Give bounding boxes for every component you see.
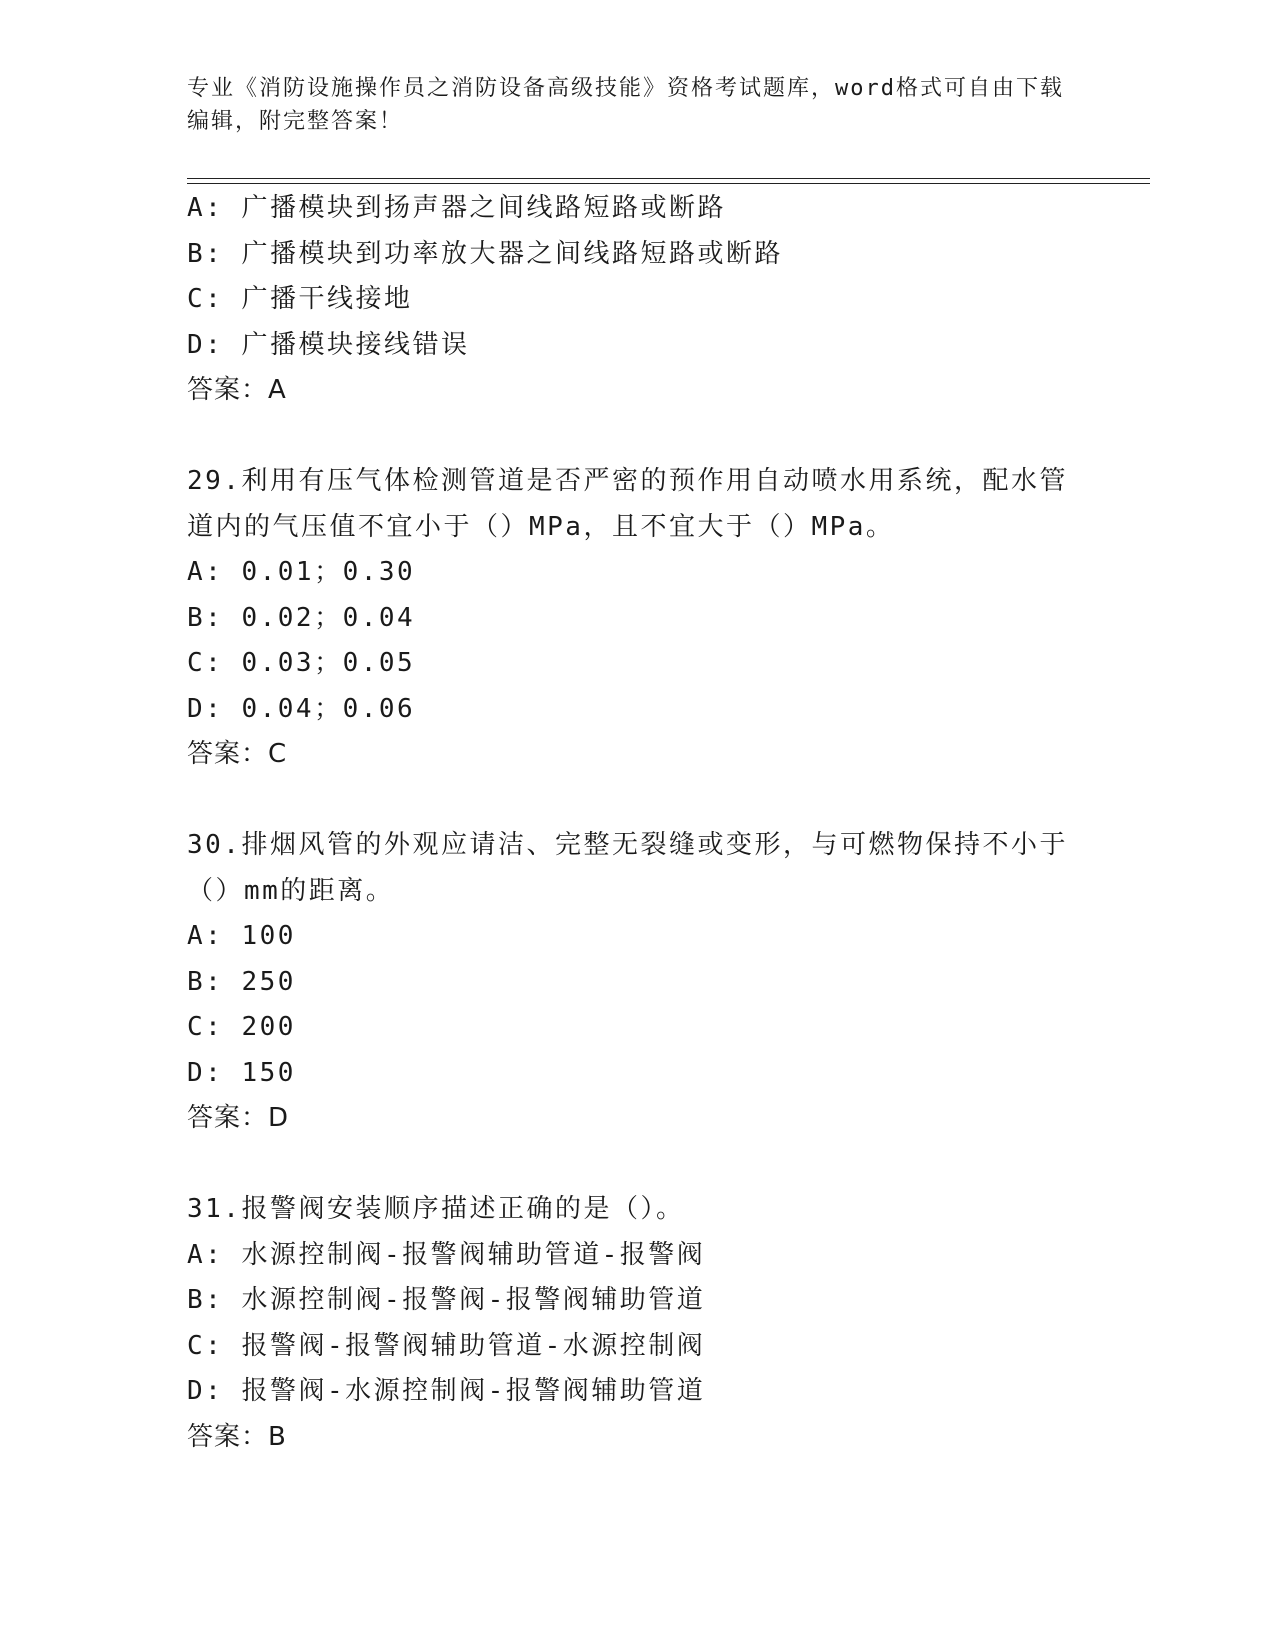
option-d: D: 广播模块接线错误 xyxy=(187,329,470,360)
question-29 xyxy=(187,459,1087,778)
document-header: 专业《消防设施操作员之消防设备高级技能》资格考试题库，word格式可自由下载编辑，附完整答案！ xyxy=(187,76,1064,134)
option-b: B: 广播模块到功率放大器之间线路短路或断路 xyxy=(187,238,783,269)
question-list xyxy=(187,186,1087,1460)
spacer xyxy=(187,778,1087,824)
header-divider-bottom xyxy=(187,183,1150,184)
option-d: D: 0.04；0.06 xyxy=(187,693,416,724)
question-stem: 31.报警阀安装顺序描述正确的是（）。 xyxy=(187,1194,685,1224)
answer-line: 答案：B xyxy=(187,1421,287,1452)
option-b: B: 0.02；0.04 xyxy=(187,602,416,633)
option-a: A: 0.01；0.30 xyxy=(187,557,416,587)
question-30 xyxy=(187,823,1087,1142)
spacer xyxy=(187,414,1087,460)
header-divider-top xyxy=(187,178,1150,179)
option-c: C: 广播干线接地 xyxy=(187,284,413,314)
option-a: A: 100 xyxy=(187,921,296,951)
option-d: D: 报警阀-水源控制阀-报警阀辅助管道 xyxy=(187,1376,706,1406)
question-stem: 30.排烟风管的外观应请洁、完整无裂缝或变形，与可燃物保持不小于（）mm的距离。 xyxy=(187,830,1068,906)
option-b: B: 水源控制阀-报警阀-报警阀辅助管道 xyxy=(187,1285,706,1315)
option-c: C: 200 xyxy=(187,1012,296,1042)
option-d: D: 150 xyxy=(187,1057,296,1088)
question-28 xyxy=(187,186,1087,414)
answer-line: 答案：A xyxy=(187,375,287,405)
option-a: A: 水源控制阀-报警阀辅助管道-报警阀 xyxy=(187,1239,706,1270)
spacer xyxy=(187,1142,1087,1188)
question-31 xyxy=(187,1187,1087,1460)
option-c: C: 0.03；0.05 xyxy=(187,648,416,678)
question-stem: 29.利用有压气体检测管道是否严密的预作用自动喷水用系统，配水管道内的气压值不宜小于（）MPa，且不宜大于（）MPa。 xyxy=(187,466,1068,542)
answer-line: 答案：D xyxy=(187,1103,290,1133)
option-b: B: 250 xyxy=(187,966,296,997)
option-a: A: 广播模块到扬声器之间线路短路或断路 xyxy=(187,193,726,223)
option-c: C: 报警阀-报警阀辅助管道-水源控制阀 xyxy=(187,1330,706,1361)
answer-line: 答案：C xyxy=(187,739,288,769)
